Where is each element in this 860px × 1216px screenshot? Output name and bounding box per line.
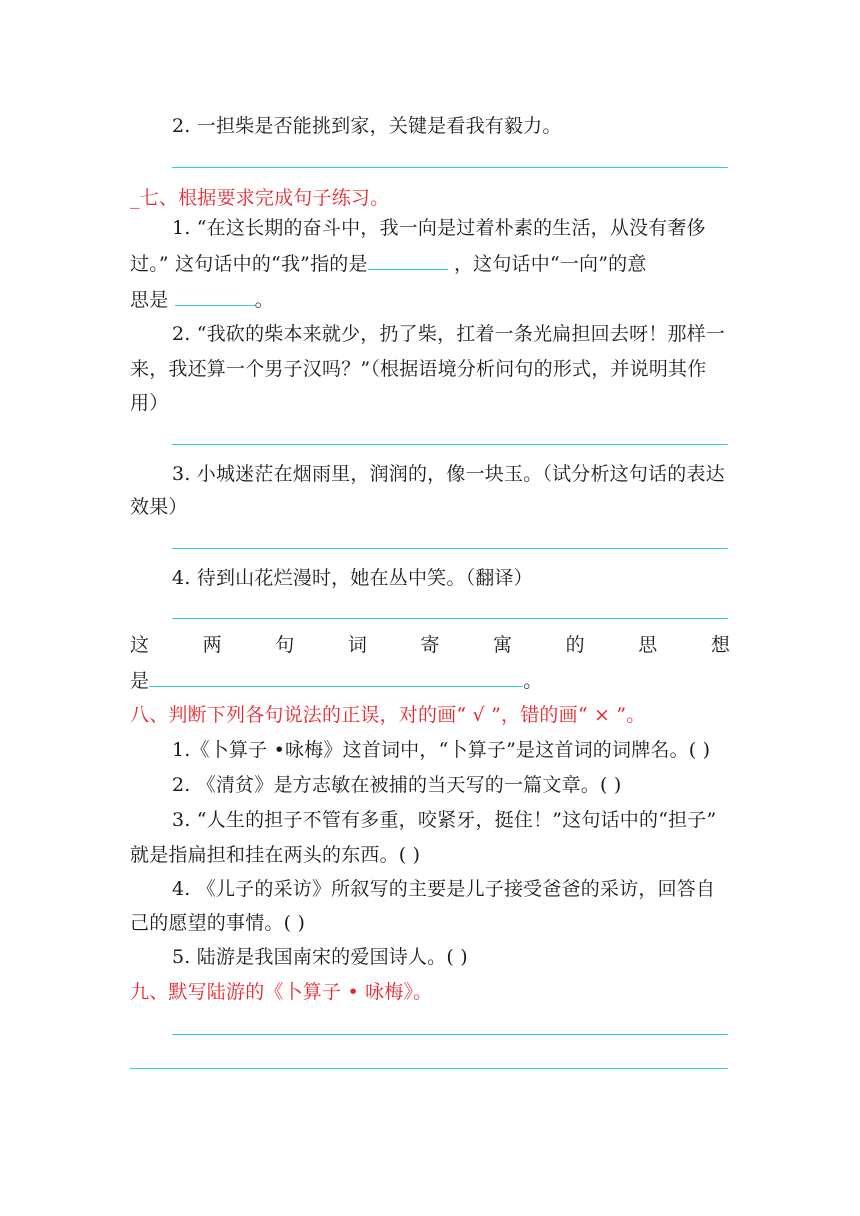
section8-heading: 八、判断下列各句说法的正误，对的画“ √ ”，错的画“ × ”。 [130, 704, 646, 726]
spread-char: 的 [565, 634, 585, 656]
s8-item4-line2: 己的愿望的事情。( ) [130, 912, 306, 934]
section6-item2: 2. 一担柴是否能挑到家，关键是看我有毅力。 [172, 115, 562, 137]
s7-q5-line2-text-a: 是 [130, 670, 150, 692]
section9-heading: 九、默写陆游的《卜算子 • 咏梅》。 [130, 981, 433, 1003]
s7-q2-line2: 来，我还算一个男子汉吗？”（根据语境分析问句的形式，并说明其作 [130, 358, 707, 380]
s7-q1-line1: 1. “在这长期的奋斗中，我一向是过着朴素的生活，从没有奢侈 [172, 217, 706, 239]
spread-char: 两 [202, 634, 222, 656]
section7-heading-text: 七、根据要求完成句子练习。 [139, 187, 390, 209]
fill-blank-yixiang[interactable] [175, 287, 255, 306]
s7-q3-line2: 效果） [130, 496, 188, 518]
spread-char: 寄 [420, 634, 440, 656]
s7-q4-line1: 4. 待到山花烂漫时，她在丛中笑。（翻译） [172, 567, 533, 589]
answer-line[interactable] [172, 1034, 728, 1035]
spread-char: 想 [710, 634, 730, 656]
s8-item3-line1: 3. “人生的担子不管有多重，咬紧牙，挺住！”这句话中的“担子” [172, 809, 717, 831]
s8-item3-line2: 就是指扁担和挂在两头的东西。( ) [130, 844, 421, 866]
s8-item2: 2. 《清贫》是方志敏在被捕的当天写的一篇文章。( ) [172, 774, 622, 796]
answer-line[interactable] [172, 618, 728, 619]
fill-blank-wo[interactable] [368, 251, 448, 270]
s7-q1-line2 [130, 251, 647, 276]
section7-heading [130, 186, 389, 210]
s7-q1-line3-text-b: 。 [254, 289, 274, 311]
s7-q5-line2-text-b: 。 [523, 670, 543, 692]
s7-q5-line2 [130, 668, 542, 693]
answer-line[interactable] [172, 548, 728, 549]
s7-q3-line1: 3. 小城迷茫在烟雨里，润润的，像一块玉。（试分析这句话的表达 [172, 463, 725, 485]
spread-char: 这 [130, 634, 150, 656]
s8-item4-line1: 4. 《儿子的采访》所叙写的主要是儿子接受爸爸的采访，回答自 [172, 878, 716, 900]
answer-line[interactable] [172, 167, 728, 168]
s8-item1: 1.《卜算子 •咏梅》这首词中，“卜算子”是这首词的词牌名。( ) [172, 739, 711, 761]
spread-char: 思 [638, 634, 658, 656]
heading-marker: _ [130, 187, 140, 209]
s7-q2-line3: 用） [130, 392, 169, 414]
answer-line[interactable] [130, 1068, 728, 1069]
s7-q2-line1: 2. “我砍的柴本来就少，扔了柴，扛着一条光扁担回去呀！那样一 [172, 323, 726, 345]
s7-q1-line3 [130, 287, 274, 312]
s7-q1-line2-text-b: ，这句话中“一向”的意 [453, 253, 647, 275]
s8-item5: 5. 陆游是我国南宋的爱国诗人。( ) [172, 946, 468, 968]
spread-char: 句 [275, 634, 295, 656]
s7-q1-line3-text-a: 思是 [130, 289, 175, 311]
spread-char: 词 [347, 634, 367, 656]
s7-q1-line2-text-a: 过。” 这句话中的“我”指的是 [130, 253, 368, 275]
answer-line[interactable] [172, 444, 728, 445]
fill-blank-thought[interactable] [149, 668, 523, 687]
s7-q5-line1 [130, 633, 730, 657]
spread-char: 寓 [493, 634, 513, 656]
